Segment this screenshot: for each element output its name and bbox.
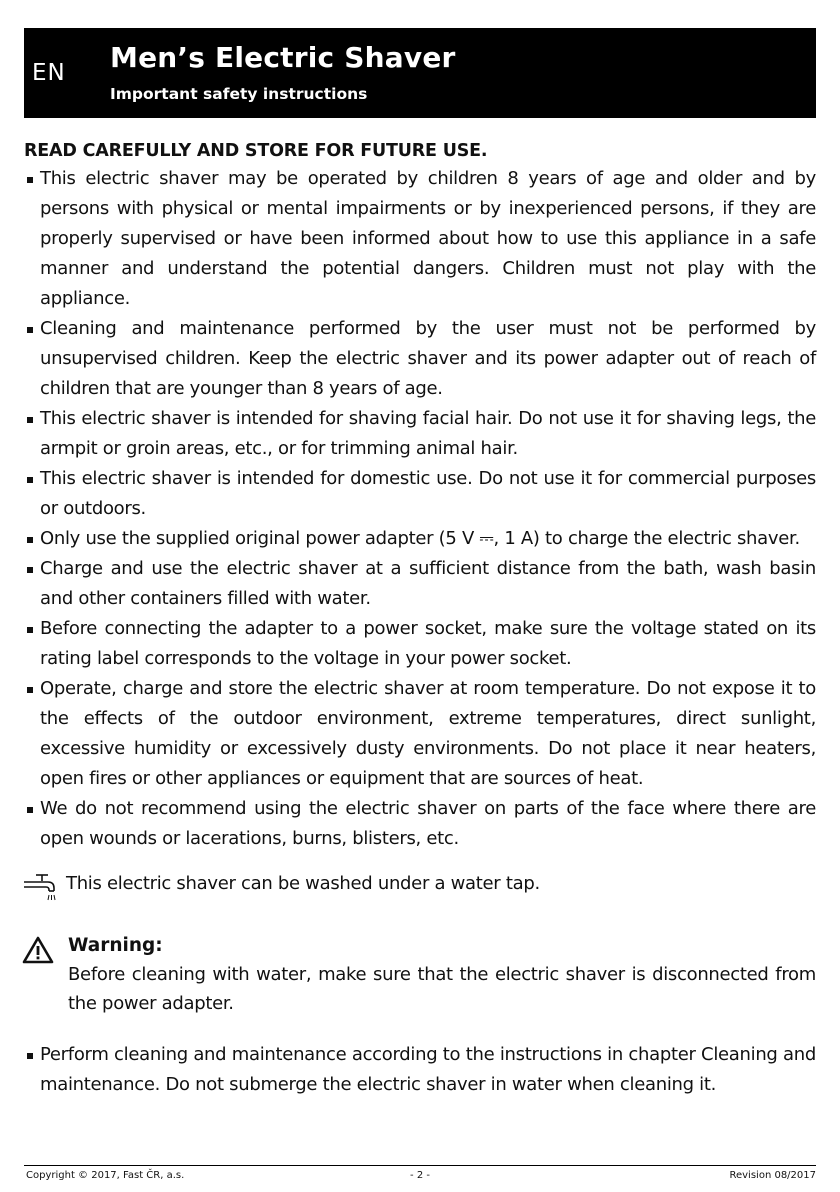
- list-item: This electric shaver is intended for shaving facial hair. Do not use it for shaving legs, the armpit or groin areas, etc., or for trimming animal hair.: [24, 404, 816, 464]
- washable-note-text: This electric shaver can be washed under a water tap.: [66, 873, 540, 894]
- bullet-icon: [27, 477, 33, 483]
- safety-list: [24, 164, 816, 854]
- list-item: Operate, charge and store the electric shaver at room temperature. Do not expose it to the effects of the outdoor environment, extreme temperatures, direct sunlight, excessive humidity or excessively dusty environments. Do not place it near heaters, open fires or other appliances or equipment that are sources of heat.: [24, 674, 816, 794]
- page-title: Men’s Electric Shaver: [110, 41, 456, 74]
- main-content: [24, 138, 816, 1100]
- list-item: Cleaning and maintenance performed by the user must not be performed by unsupervised children. Keep the electric shaver and its power adapter out of reach of children that are younger than 8 years of age.: [24, 314, 816, 404]
- bullet-icon: [27, 687, 33, 693]
- safety-list-continued: [24, 1040, 816, 1100]
- bullet-icon: [27, 537, 33, 543]
- list-item: Before connecting the adapter to a power socket, make sure the voltage stated on its rating label corresponds to the voltage in your power socket.: [24, 614, 816, 674]
- list-item: This electric shaver is intended for domestic use. Do not use it for commercial purposes or outdoors.: [24, 464, 816, 524]
- list-item: Only use the supplied original power adapter (5 V ⎓, 1 A) to charge the electric shaver.: [24, 524, 816, 554]
- page-number: - 2 -: [410, 1170, 430, 1181]
- bullet-icon: [27, 177, 33, 183]
- warning-text: Before cleaning with water, make sure that the electric shaver is disconnected from the power adapter.: [68, 964, 816, 1014]
- page-subtitle: Important safety instructions: [110, 85, 368, 103]
- water-tap-icon: [20, 872, 60, 902]
- language-code: EN: [32, 60, 66, 86]
- warning-title: Warning:: [68, 935, 163, 956]
- revision-text: Revision 08/2017: [729, 1170, 816, 1181]
- copyright-text: Copyright © 2017, Fast ČR, a.s.: [26, 1170, 185, 1181]
- bullet-icon: [27, 627, 33, 633]
- bullet-icon: [27, 807, 33, 813]
- footer-divider: [24, 1165, 816, 1166]
- washable-note: [24, 868, 816, 904]
- bullet-icon: [27, 417, 33, 423]
- list-item: This electric shaver may be operated by children 8 years of age and older and by persons with physical or mental impairments or by inexperienced persons, if they are properly supervised or have been informed about how to use this appliance in a safe manner and understand the potential dangers. Children must not play with the appliance.: [24, 164, 816, 314]
- header-bar: [24, 28, 816, 118]
- bullet-icon: [27, 327, 33, 333]
- warning-triangle-icon: [22, 936, 54, 964]
- intro-heading: READ CAREFULLY AND STORE FOR FUTURE USE.: [24, 141, 488, 161]
- list-item: Perform cleaning and maintenance according to the instructions in chapter Cleaning and maintenance. Do not submerge the electric shaver in water when cleaning it.: [24, 1040, 816, 1100]
- warning-box: [24, 932, 816, 1018]
- bullet-icon: [27, 567, 33, 573]
- list-item: We do not recommend using the electric shaver on parts of the face where there are open wounds or lacerations, burns, blisters, etc.: [24, 794, 816, 854]
- bullet-icon: [27, 1053, 33, 1059]
- list-item: Charge and use the electric shaver at a sufficient distance from the bath, wash basin and other containers filled with water.: [24, 554, 816, 614]
